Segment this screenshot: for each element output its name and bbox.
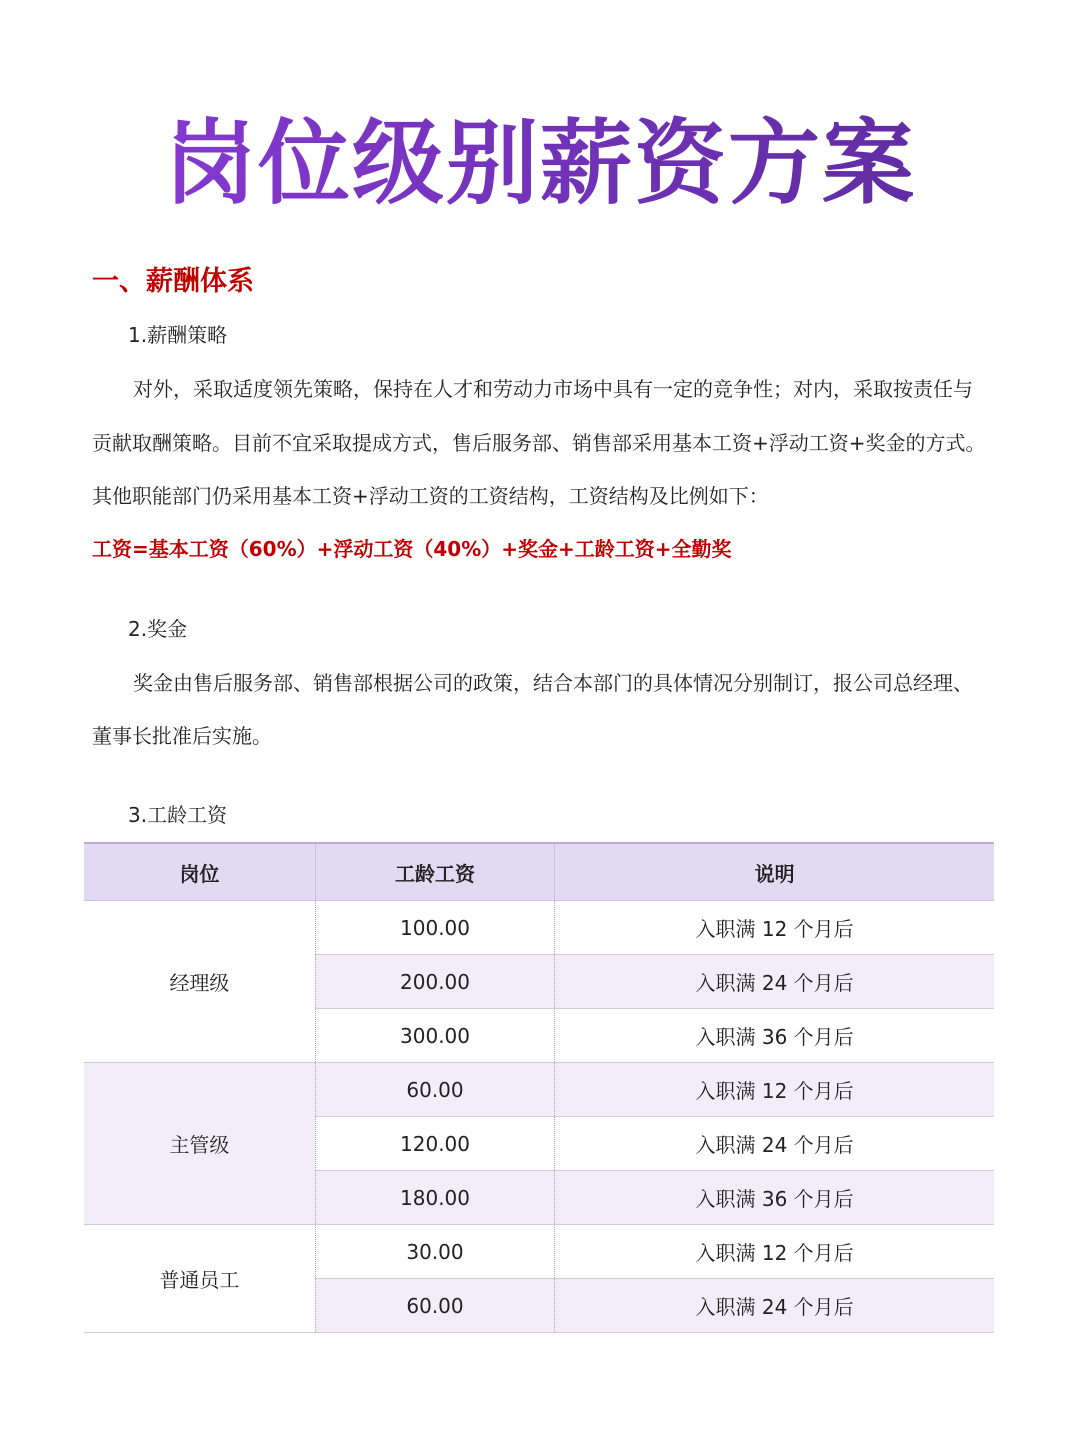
wage-cell: 180.00 [315,1171,554,1225]
position-cell: 普通员工 [84,1225,315,1333]
note-cell: 入职满 36 个月后 [555,1009,994,1063]
table-row [84,1225,994,1279]
note-cell: 入职满 12 个月后 [555,1063,994,1117]
section-heading: 一、薪酬体系 [92,266,254,297]
position-cell: 经理级 [84,901,315,1063]
note-cell: 入职满 12 个月后 [555,901,994,955]
header-note: 说明 [555,843,994,901]
wage-cell: 60.00 [315,1063,554,1117]
subsection-title-seniority-wage: 3.工龄工资 [128,803,228,827]
paragraph-line: 董事长批准后实施。 [92,724,272,748]
position-cell: 主管级 [84,1063,315,1225]
table-row [84,1063,994,1117]
table-row [84,901,994,955]
header-wage: 工龄工资 [315,843,554,901]
table-header-row [84,843,994,901]
wage-cell: 100.00 [315,901,554,955]
note-cell: 入职满 24 个月后 [555,1117,994,1171]
note-cell: 入职满 12 个月后 [555,1225,994,1279]
subsection-title-bonus: 2.奖金 [128,617,188,641]
paragraph-line: 贡献取酬策略。目前不宜采取提成方式，售后服务部、销售部采用基本工资+浮动工资+奖金的方式。 [92,431,986,455]
wage-cell: 300.00 [315,1009,554,1063]
seniority-wage-table [84,842,994,1333]
wage-cell: 30.00 [315,1225,554,1279]
note-cell: 入职满 24 个月后 [555,955,994,1009]
paragraph-line: 对外，采取适度领先策略，保持在人才和劳动力市场中具有一定的竞争性；对内，采取按责任与 [133,377,973,401]
note-cell: 入职满 24 个月后 [555,1279,994,1333]
header-position: 岗位 [84,843,315,901]
note-cell: 入职满 36 个月后 [555,1171,994,1225]
paragraph-line: 其他职能部门仍采用基本工资+浮动工资的工资结构，工资结构及比例如下： [92,484,769,508]
wage-cell: 120.00 [315,1117,554,1171]
page-title: 岗位级别薪资方案 [0,104,1080,224]
paragraph-line: 奖金由售后服务部、销售部根据公司的政策，结合本部门的具体情况分别制订，报公司总经理、 [133,671,973,695]
wage-cell: 200.00 [315,955,554,1009]
subsection-title-strategy: 1.薪酬策略 [128,323,228,347]
salary-formula: 工资=基本工资（60%）+浮动工资（40%）+奖金+工龄工资+全勤奖 [92,537,732,561]
wage-cell: 60.00 [315,1279,554,1333]
